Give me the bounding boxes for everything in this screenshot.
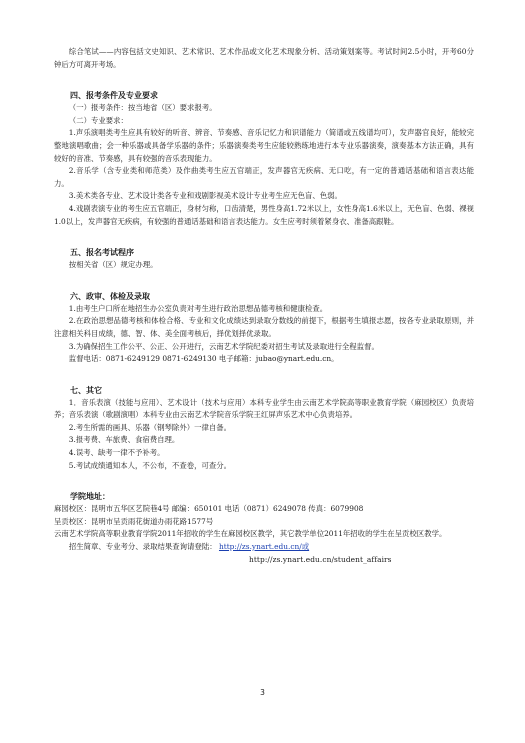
list-item: 2.在政治思想品德考核和体检合格、专业和文化成绩达到录取分数线的前提下，根据考生填报志愿，按各专业录取原则，并注意相关科目成绩，德、智、体、美全面考核后，择优划择优录取。 (54, 316, 474, 338)
list-item: 5.考试成绩通知本人，不公布，不查卷，可查分。 (68, 460, 232, 470)
query-label: 招生简章、专业考分、录取结果查询请登陆： (68, 542, 217, 552)
campus-address-chenggong: 呈贡校区：昆明市呈贡雨花街道办雨花路1577号 (54, 516, 214, 526)
document-body (54, 46, 474, 566)
admissions-link[interactable]: http://zs.ynart.edu.cn/或 (218, 542, 310, 552)
section-title: 五、报名考试程序 (70, 248, 134, 258)
student-affairs-url: http://zs.ynart.edu.cn/student_affairs (249, 554, 392, 564)
list-item: 4.误考、缺考一律不予补考。 (68, 448, 165, 458)
campus-address-mayuan: 麻园校区：昆明市五华区艺院巷4号 邮编：650101 电话（0871）6249078 传真：6079908 (54, 504, 364, 514)
intro-paragraph: 综合笔试——内容包括文史知识、艺术常识、艺术作品或文化艺术现象分析、活动策划案等。考试时间2.5小时，开考60分钟后方可离开考场。 (54, 47, 474, 69)
section-other (54, 384, 474, 473)
list-item: 3.美术类各专业、艺术设计类各专业和戏剧影视美术设计专业考生应无色盲、色弱。 (68, 191, 342, 201)
list-item: 1.声乐演唱类考生应具有较好的听音、辨音、节奏感、音乐记忆力和识谱能力（简谱或五线谱均可），发声器官良好，能较完整地演唱歌曲；会一种乐器或具备学乐器的条件；乐器演奏类考生应能较熟练地进行本专业乐器演奏，演奏基本方法正确，具有较好的音准、节奏感，具有较强的音乐表现能力。 (54, 128, 474, 163)
section-title: 六、政审、体检及录取 (70, 291, 150, 301)
list-item: 3.报考费、车旅费、食宿费自理。 (68, 435, 180, 445)
section-procedure (54, 246, 474, 272)
list-item: 1．音乐表演（技能与应用）、艺术设计（技术与应用）本科专业学生由云南艺术学院高等职业教育学院（麻园校区）负责培养；音乐表演（歌剧演唱）本科专业由云南艺术学院音乐学院王红屏声乐艺术中心负责培养。 (54, 397, 474, 420)
section-admission (54, 290, 474, 366)
section-address (54, 490, 474, 566)
section-title: 学院地址： (70, 492, 110, 502)
list-item: 4.戏剧表演专业的考生应五官端正，身材匀称，口齿清楚，男性身高1.72米以上，女性身高1.6米以上，无色盲、色弱、裸视1.0以上，发声器官无疾病，有较强的普通话基础和语言表达能力。女生应考时须着紧身衣、准备高跟鞋。 (54, 203, 474, 226)
list-item: 3.为确保招生工作公平、公正、公开进行，云南艺术学院纪委对招生考试及录取进行全程监督。 (68, 341, 379, 351)
list-item: 1.由考生户口所在地招生办公室负责对考生进行政治思想品德考核和健康检查。 (68, 303, 328, 313)
query-line (54, 541, 474, 554)
paragraph: （一）报考条件：按当地省（区）要求报考。 (68, 103, 217, 113)
supervision-contact: 监督电话：0871-6249129 0871-6249130 电子邮箱：jubao@ynart.edu.cn。 (68, 354, 339, 364)
paragraph: 按相关省（区）规定办理。 (68, 260, 158, 270)
section-requirements (54, 89, 474, 228)
page-number: 3 (260, 688, 265, 697)
campus-note: 云南艺术学院高等职业教育学院2011年招收的学生在麻园校区教学，其它教学单位2011年招收的学生在呈贡校区教学。 (54, 529, 447, 539)
section-title: 四、报考条件及专业要求 (70, 91, 158, 101)
section-title: 七、其它 (70, 385, 102, 395)
student-affairs-line (54, 554, 474, 567)
list-item: 2.考生所需的画具、乐器（钢琴除外）一律自备。 (68, 422, 232, 432)
list-item: 2.音乐学（含专业类和师范类）及作曲类考生应五官端正，发声器官无疾病、无口吃，有一定的普通话基础和语言表达能力。 (54, 166, 474, 188)
paragraph: （二）专业要求： (68, 115, 128, 125)
